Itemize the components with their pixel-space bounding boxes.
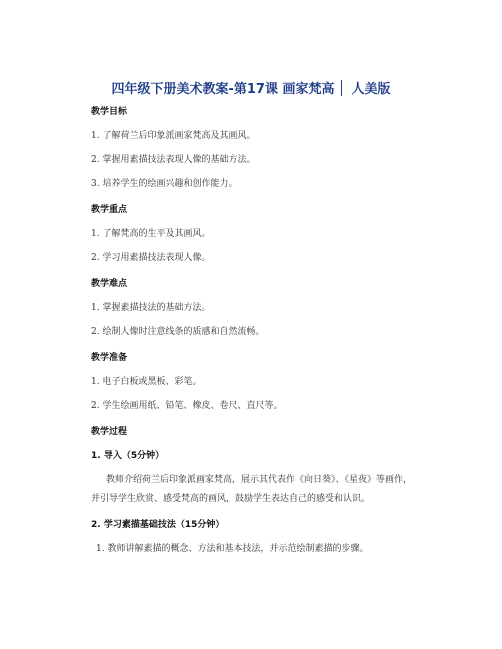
- document-title: [0, 78, 502, 97]
- process-step-2-heading: 2. 学习素描基础技法（15分钟）: [91, 520, 225, 530]
- preparation-item-1: 1. 电子白板或黑板、彩笔。: [91, 377, 202, 387]
- section-heading-preparation: 教学准备: [91, 353, 128, 363]
- process-step-1-heading: 1. 导入（5分钟）: [91, 451, 165, 461]
- process-step-1-line-2: 并引导学生欣赏、感受梵高的画风，鼓励学生表达自己的感受和认识。: [91, 494, 371, 504]
- key-point-item-2: 2. 学习用素描技法表现人像。: [91, 253, 211, 263]
- title-text: 四年级下册美术教案-第17课 画家梵高: [111, 82, 335, 97]
- section-heading-key-points: 教学重点: [91, 205, 128, 215]
- process-step-1-line-1: 教师介绍荷兰后印象派画家梵高，展示其代表作《向日葵》、《星夜》等画作，: [106, 475, 413, 485]
- preparation-item-2: 2. 学生绘画用纸、铅笔、橡皮、卷尺、直尺等。: [91, 401, 283, 411]
- key-point-item-1: 1. 了解梵高的生平及其画风。: [91, 229, 211, 239]
- process-step-2-item-1: 1. 教师讲解素描的概念、方法和基本技法，并示范绘制素描的步骤。: [96, 544, 369, 554]
- goal-item-2: 2. 掌握用素描技法表现人像的基础方法。: [91, 155, 256, 165]
- section-heading-difficulties: 教学难点: [91, 279, 128, 289]
- title-suffix: 人美版: [351, 82, 391, 97]
- text-cursor: [341, 80, 342, 96]
- goal-item-1: 1. 了解荷兰后印象派画家梵高及其画风。: [91, 131, 256, 141]
- difficulty-item-2: 2. 绘制人像时注意线条的质感和自然流畅。: [91, 327, 265, 337]
- difficulty-item-1: 1. 掌握素描技法的基础方法。: [91, 303, 211, 313]
- goal-item-3: 3. 培养学生的绘画兴趣和创作能力。: [91, 179, 238, 189]
- section-heading-process: 教学过程: [91, 427, 128, 437]
- section-heading-goals: 教学目标: [91, 107, 128, 117]
